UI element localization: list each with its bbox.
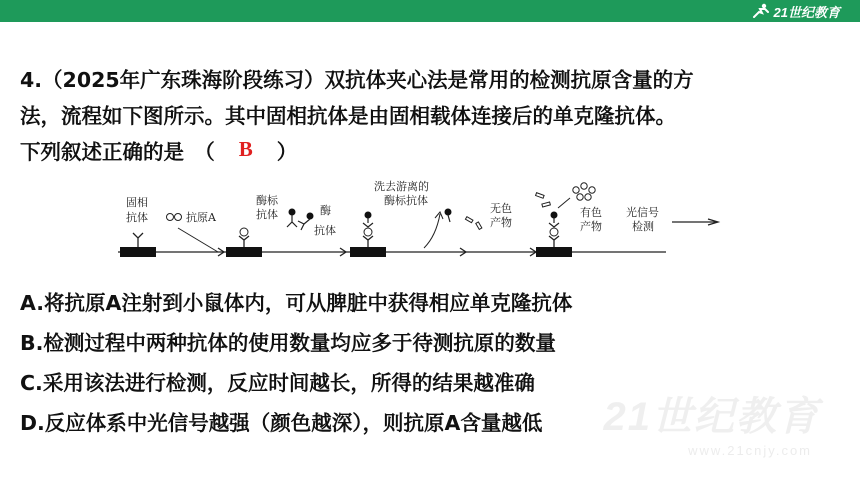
question-line-3 [20,134,850,170]
label-wash-2: 酶标抗体 [384,194,428,207]
label-antibody: 抗体 [314,224,336,237]
solid-carrier-4 [536,247,572,257]
option-c-key: C. [20,371,43,395]
label-enzyme-label-1: 酶标 [256,194,278,207]
enzyme-antibody-2 [298,219,310,230]
substrate-2 [542,202,551,207]
label-colored-1: 有色 [580,206,602,219]
bound-antigen-2 [240,228,248,236]
solid-antibody-4 [549,236,559,247]
bound-enzyme-3 [365,212,372,219]
watermark-url: www.21cnjy.com [688,443,812,458]
solid-antibody-1 [133,233,143,247]
substrate-1 [536,193,545,199]
antigen-a-icon-1 [167,214,174,221]
answer-options [20,283,850,443]
wash-arrow [424,214,440,248]
label-solid-antibody-1: 固相 [126,196,148,209]
label-colored-2: 产物 [580,220,602,233]
enzyme-dot-1 [289,209,296,216]
label-detect-2: 检测 [632,220,654,233]
header-bar [0,0,860,22]
enzyme-dot-2 [307,213,314,220]
antigen-a-icon-2 [175,214,182,221]
option-d[interactable] [20,403,850,443]
bound-antigen-4 [550,228,558,236]
elisa-flow-diagram [118,178,798,272]
question-prompt: 下列叙述正确的是 （ [20,140,215,164]
option-c-text: 采用该法进行检测，反应时间越长，所得的结果越准确 [42,371,535,395]
solid-antibody-3 [363,236,373,247]
question-close-paren: ） [276,140,298,164]
watermark: 21世纪教育 [603,395,820,439]
option-d-text: 反应体系中光信号越强（颜色越深），则抗原A含量越低 [44,411,543,435]
label-colorless-2: 产物 [490,216,512,229]
label-colorless-1: 无色 [490,202,512,215]
answer-letter: B [238,137,253,161]
option-a[interactable] [20,283,850,323]
option-b-key: B. [20,331,44,355]
colored-product-2 [581,183,587,189]
solid-carrier-2 [226,247,262,257]
question-line-1: 4.（2025年广东珠海阶段练习）双抗体夹心法是常用的检测抗原含量的方 [20,68,694,92]
brand-logo [751,2,840,20]
enzyme-antibody-1 [287,215,297,227]
reaction-arrow [558,198,570,208]
bound-enzyme-antibody-3 [363,218,373,227]
arrow-curve-1 [178,228,218,252]
colorless-product-1 [465,217,473,223]
logo-text: 21世纪教育 [773,4,840,20]
option-d-key: D. [20,411,45,435]
colored-product-3 [589,187,595,193]
colored-product-4 [577,194,583,200]
option-a-text: 将抗原A注射到小鼠体内，可从脾脏中获得相应单克隆抗体 [44,291,573,315]
colorless-product-2 [476,222,482,230]
colored-product-5 [585,194,591,200]
bound-enzyme-4 [551,212,558,219]
colored-product-1 [573,187,579,193]
solid-carrier-1 [120,247,156,257]
label-wash-1: 洗去游离的 [374,180,429,193]
label-enzyme-label-2: 抗体 [256,208,278,221]
solid-carrier-3 [350,247,386,257]
question-line-2: 法，流程如下图所示。其中固相抗体是由固相载体连接后的单克隆抗体。 [20,104,676,128]
option-b[interactable] [20,323,850,363]
question-stem [20,62,850,170]
runner-icon [751,3,771,19]
label-antigen-a: 抗原A [186,211,216,224]
option-c[interactable] [20,363,850,403]
label-enzyme: 酶 [320,204,331,217]
option-b-text: 检测过程中两种抗体的使用数量均应多于待测抗原的数量 [43,331,556,355]
bound-enzyme-antibody-4 [549,218,559,227]
answer-slot [215,134,277,170]
option-a-key: A. [20,291,45,315]
washed-enzyme [445,209,452,216]
bound-antigen-3 [364,228,372,236]
label-solid-antibody-2: 抗体 [126,211,148,224]
label-detect-1: 光信号 [626,206,659,219]
washed-antibody [448,215,450,222]
solid-antibody-2 [239,236,249,247]
